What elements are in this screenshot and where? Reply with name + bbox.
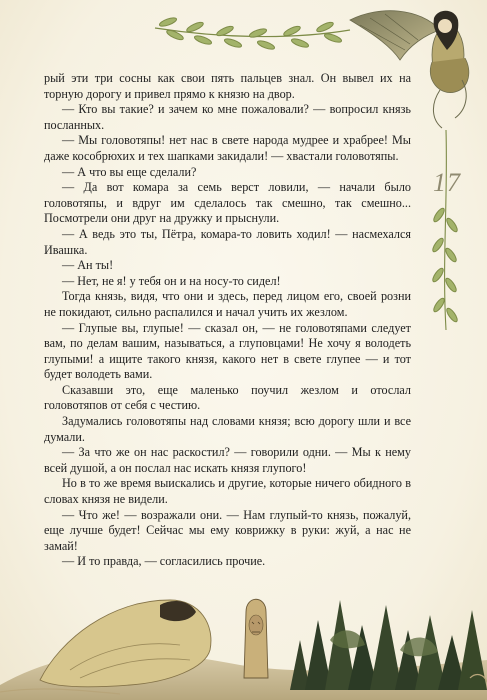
paragraph: — Да вот комара за семь верст ловили, — начали было головотяпы, и вдруг им сделалось так смешно, так смешно... Посмотрели они друг на дружку и прыснули. [44, 180, 411, 226]
paragraph: — Ан ты! [62, 258, 114, 273]
paragraph: Задумались головотяпы над словами князя; всю дорогу шли и все думали. [44, 414, 411, 444]
paragraph: рый эти три сосны как свои пять пальцев знал. Он вывел их на торную дорогу и привел прямо к князю на двор. [44, 71, 411, 101]
paragraph: — Нет, не я! у тебя он и на носу-то сидел! [62, 273, 281, 288]
body-text [44, 71, 411, 570]
right-laurel-vine [431, 130, 459, 330]
paragraph: — А ведь это ты, Пётра, комара-то ловить ходил! — насмехался Ивашка. [44, 226, 411, 257]
paragraph: — За что же он нас раскостил? — говорили одни. — Мы к нему всей душой, а он послал нас искать князя глупого! [44, 445, 411, 475]
paragraph: — И то правда, — согласились прочие. [62, 554, 266, 569]
page-number: 17 [433, 168, 461, 197]
paragraph: — А что вы еще сделали? [62, 164, 197, 179]
bottom-illustration [0, 599, 487, 700]
paragraph: — Глупые вы, глупые! — сказал он, — не головотяпами следует вам, по делам вашим, называться, а глуповцами! Не хочу я володеть глупыми! а ищите такого князя, какого нет в свете глупее — и тот будет володеть вами. [44, 320, 411, 382]
paragraph: — Что же! — возражали они. — Нам глупый-то князь, пожалуй, еще лучше будет! Сейчас мы ему коврижку в руки: жуй, а нас не замай! [44, 507, 411, 553]
paragraph: Но в то же время выискались и другие, которые ничего обидного в словах князя не видели. [44, 476, 411, 507]
paragraph: Сказавши это, еще маленько поучил жезлом и отослал головотяпов от себя с честию. [44, 382, 411, 413]
paragraph: Тогда князь, видя, что они и здесь, перед лицом его, своей розни не покидают, сильно распалился и начал учить их жезлом. [44, 289, 411, 319]
paragraph: — Кто вы такие? и зачем ко мне пожаловали? — вопросил князь посланных. [44, 102, 411, 132]
paragraph: — Мы головотяпы! нет нас в свете народа мудрее и храбрее! Мы даже кособрюхих и тех шапками закидали! — хвастали головотяпы. [44, 133, 411, 163]
top-laurel-garland [155, 16, 350, 51]
